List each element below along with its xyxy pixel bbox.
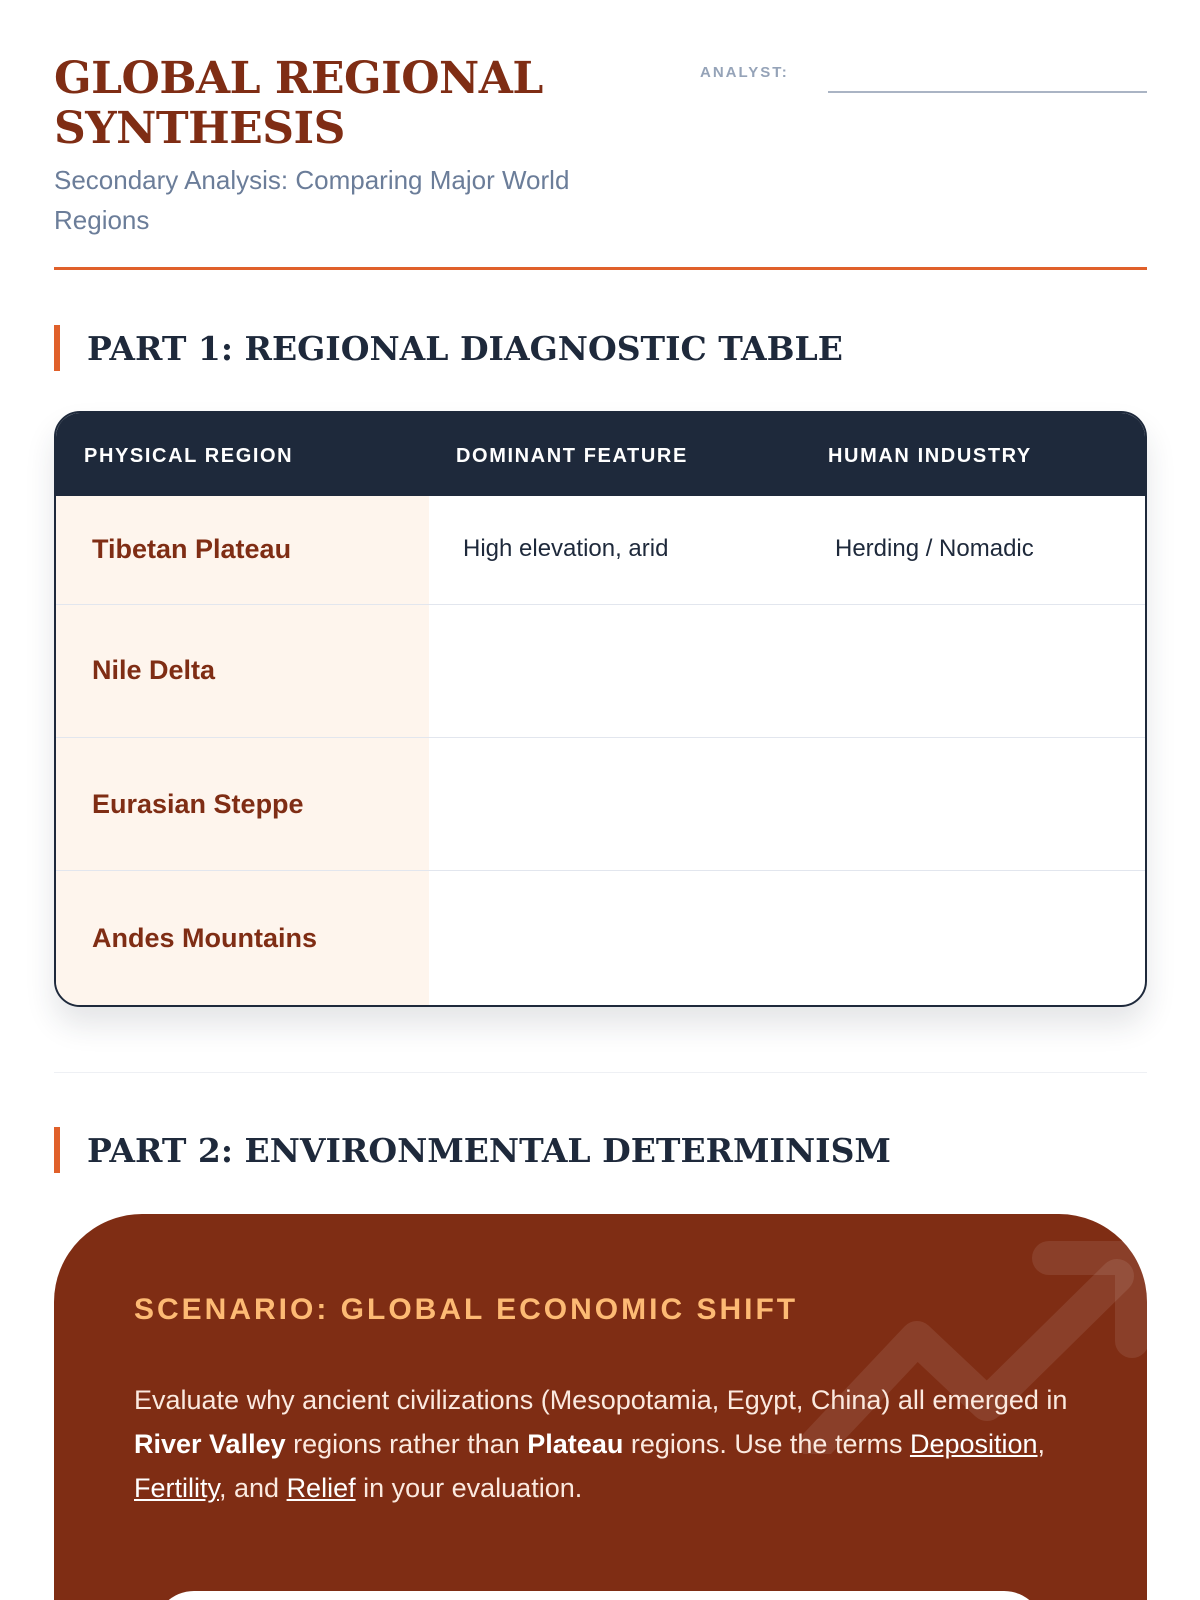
table-row — [56, 870, 1145, 1006]
prompt-text: , — [1037, 1429, 1046, 1459]
column-header-dominant-feature: DOMINANT FEATURE — [456, 445, 688, 467]
table-row — [56, 737, 1145, 871]
analyst-name-field[interactable] — [828, 91, 1147, 93]
region-name: Andes Mountains — [92, 923, 318, 953]
prompt-text: in your evaluation. — [355, 1473, 583, 1503]
scenario-prompt — [134, 1378, 1094, 1510]
term-river-valley: River Valley — [134, 1429, 286, 1459]
scenario-title: SCENARIO: GLOBAL ECONOMIC SHIFT — [134, 1293, 799, 1326]
column-header-physical-region: PHYSICAL REGION — [84, 445, 294, 467]
section-divider — [54, 1072, 1147, 1073]
part1-heading-accent-bar — [54, 325, 60, 371]
page-subtitle: Secondary Analysis: Comparing Major World Regions — [54, 165, 570, 235]
part2-heading — [54, 1127, 1147, 1175]
page-title: GLOBAL REGIONAL SYNTHESIS — [54, 53, 543, 154]
term-plateau: Plateau — [527, 1429, 624, 1459]
analyst-label: ANALYST: — [700, 64, 789, 81]
column-header-human-industry: HUMAN INDUSTRY — [828, 445, 1032, 467]
prompt-text: regions. Use the terms — [623, 1429, 910, 1459]
table-row — [56, 496, 1145, 604]
part1-heading — [54, 325, 1147, 373]
part2-heading-accent-bar — [54, 1127, 60, 1173]
region-name: Nile Delta — [92, 655, 216, 685]
region-name: Tibetan Plateau — [92, 534, 292, 564]
table-header-row — [56, 413, 1145, 496]
human-industry-cell[interactable]: Herding / Nomadic — [835, 535, 1034, 562]
regional-diagnostic-table — [54, 411, 1147, 1007]
region-name: Eurasian Steppe — [92, 789, 304, 819]
part2-heading-text: PART 2: ENVIRONMENTAL DETERMINISM — [87, 1131, 891, 1170]
term-deposition: Deposition — [909, 1429, 1038, 1459]
prompt-text: Evaluate why ancient civilizations (Mesopotamia, Egypt, China) all emerged in — [134, 1385, 1068, 1415]
term-fertility: Fertility — [134, 1473, 219, 1503]
prompt-text: , and — [219, 1473, 287, 1503]
table-row — [56, 604, 1145, 738]
term-relief: Relief — [286, 1473, 356, 1503]
scenario-card — [54, 1214, 1147, 1600]
prompt-text: regions rather than — [285, 1429, 528, 1459]
dominant-feature-cell[interactable]: High elevation, arid — [463, 535, 669, 562]
header-divider — [54, 267, 1147, 270]
part1-heading-text: PART 1: REGIONAL DIAGNOSTIC TABLE — [87, 329, 843, 368]
answer-box[interactable] — [154, 1591, 1044, 1600]
